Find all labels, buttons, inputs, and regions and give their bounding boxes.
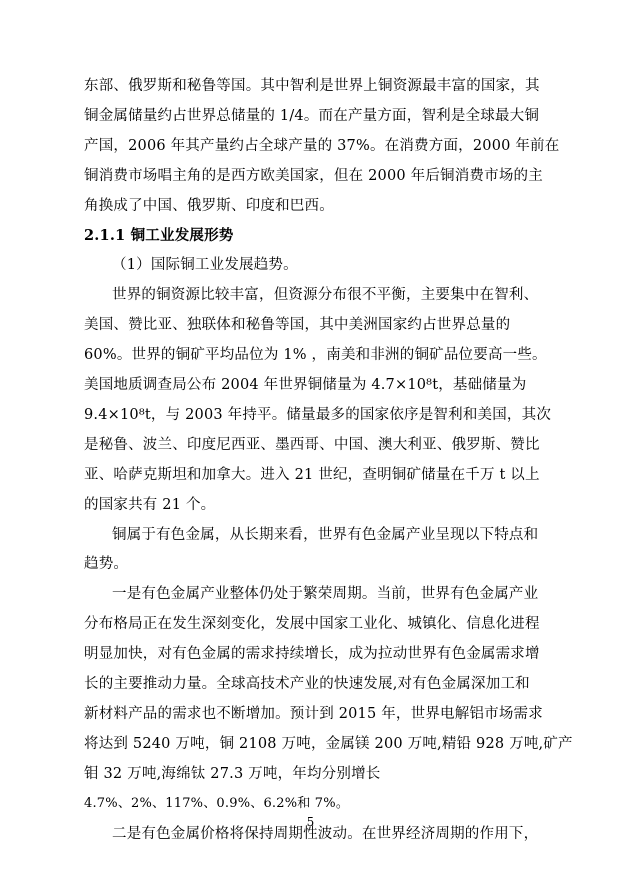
- text-line: 趋势。: [84, 556, 129, 573]
- text-line: 60%。世界的铜矿平均品位为 1% ，南美和非洲的铜矿品位要高一些。: [84, 347, 547, 364]
- text-line: 4.7%、2%、117%、0.9%、6.2%和 7%。: [84, 795, 350, 811]
- text-line: 明显加快，对有色金属的需求持续增长，成为拉动世界有色金属需求增: [84, 646, 540, 663]
- text-line: 长的主要推动力量。全球高技术产业的快速发展,对有色金属深加工和: [84, 676, 530, 692]
- text-line: 亚、哈萨克斯坦和加拿大。进入 21 世纪，查明铜矿储量在千万 t 以上: [84, 466, 540, 483]
- text-line: 铜消费市场唱主角的是西方欧美国家，但在 2000 年后铜消费市场的主: [84, 167, 543, 184]
- text-line: 分布格局正在发生深刻变化，发展中国家工业化、城镇化、信息化进程: [84, 616, 540, 633]
- text-line: 钼 32 万吨,海绵钛 27.3 万吨，年均分别增长: [84, 765, 381, 782]
- text-line: 二是有色金属价格将保持周期性波动。在世界经济周期的作用下，: [112, 825, 539, 842]
- text-line: 东部、俄罗斯和秘鲁等国。其中智利是世界上铜资源最丰富的国家，其: [84, 78, 540, 94]
- text-line: 铜金属储量约占世界总储量的 1/4。而在产量方面，智利是全球最大铜: [84, 107, 540, 124]
- text-line: 的国家共有 21 个。: [84, 496, 216, 513]
- text-line: 新材料产品的需求也不断增加。预计到 2015 年，世界电解铝市场需求: [84, 705, 543, 722]
- text-line: 是秘鲁、波兰、印度尼西亚、墨西哥、中国、澳大利亚、俄罗斯、赞比: [84, 436, 540, 453]
- text-line: 铜属于有色金属，从长期来看，世界有色金属产业呈现以下特点和: [112, 526, 539, 543]
- text-line: 产国，2006 年其产量约占全球产量的 37%。在消费方面，2000 年前在: [84, 137, 560, 154]
- page-number: 5: [306, 815, 315, 829]
- text-line: 美国、赞比亚、独联体和秘鲁等国，其中美洲国家约占世界总量的: [84, 317, 511, 334]
- text-line: 9.4×10⁸t，与 2003 年持平。储量最多的国家依序是智利和美国，其次: [84, 406, 552, 423]
- text-line: 角换成了中国、俄罗斯、印度和巴西。: [84, 197, 334, 214]
- subsection-heading: （1）国际铜工业发展趋势。: [112, 257, 298, 274]
- section-heading: 2.1.1 铜工业发展形势: [84, 226, 234, 244]
- text-line: 一是有色金属产业整体仍处于繁荣周期。当前，世界有色金属产业: [112, 586, 539, 603]
- text-line: 世界的铜资源比较丰富，但资源分布很不平衡，主要集中在智利、: [112, 287, 539, 304]
- text-line: 美国地质调查局公布 2004 年世界铜储量为 4.7×10⁸t，基础储量为: [84, 377, 527, 393]
- text-line: 将达到 5240 万吨，铜 2108 万吨，金属镁 200 万吨,精铅 928 万吨,矿产: [84, 735, 573, 752]
